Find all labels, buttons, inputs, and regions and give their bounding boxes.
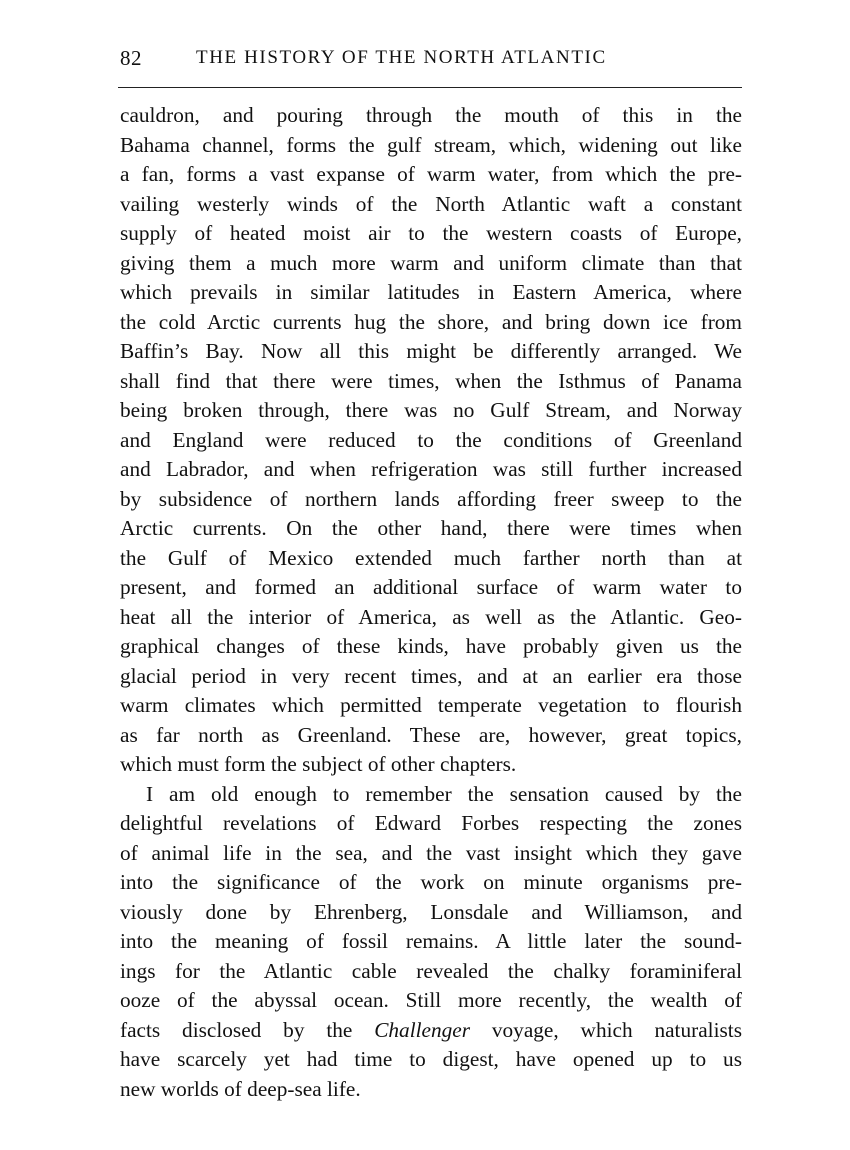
text-run: voyage, which naturalists: [470, 1017, 742, 1042]
text-line: supply of heated moist air to the western coasts of Europe,: [120, 221, 742, 245]
text-line: Arctic currents. On the other hand, there were times when: [120, 516, 742, 540]
text-line: which must form the subject of other chapters.: [120, 752, 517, 776]
text-run: facts disclosed by the: [120, 1017, 375, 1042]
text-line: a fan, forms a vast expanse of warm water, from which the pre-: [120, 162, 742, 186]
text-line: Bahama channel, forms the gulf stream, which, widening out like: [120, 132, 742, 157]
text-line: ooze of the abyssal ocean. Still more recently, the wealth of: [120, 988, 742, 1012]
text-line: delightful revelations of Edward Forbes respecting the zones: [120, 811, 742, 835]
running-head: [120, 46, 742, 74]
text-line: glacial period in very recent times, and at an earlier era those: [120, 663, 742, 688]
text-line-with-italic: [120, 1016, 742, 1046]
text-line: vailing westerly winds of the North Atlantic waft a constant: [120, 191, 742, 216]
text-line: by subsidence of northern lands affording freer sweep to the: [120, 486, 742, 511]
text-line: present, and formed an additional surface of warm water to: [120, 575, 742, 599]
text-line: the cold Arctic currents hug the shore, and bring down ice from: [120, 309, 742, 334]
text-line: shall find that there were times, when the Isthmus of Panama: [120, 368, 742, 393]
text-line: I am old enough to remember the sensation caused by the: [146, 781, 742, 806]
text-line: being broken through, there was no Gulf Stream, and Norway: [120, 398, 742, 422]
text-line: which prevails in similar latitudes in Eastern America, where: [120, 280, 742, 304]
text-line: warm climates which permitted temperate vegetation to flourish: [120, 693, 742, 717]
text-line: have scarcely yet had time to digest, have opened up to us: [120, 1047, 742, 1071]
ship-name-italic: Challenger: [374, 1017, 471, 1042]
text-line: new worlds of deep-sea life.: [120, 1076, 361, 1101]
header-rule: [118, 87, 742, 88]
text-line: into the meaning of fossil remains. A little later the sound-: [120, 929, 742, 953]
text-line: viously done by Ehrenberg, Lonsdale and Williamson, and: [120, 899, 742, 924]
text-line: graphical changes of these kinds, have probably given us the: [120, 634, 742, 658]
paragraph: [120, 780, 742, 1105]
text-line: giving them a much more warm and uniform climate than that: [120, 250, 742, 275]
text-line: of animal life in the sea, and the vast insight which they gave: [120, 840, 742, 865]
page-number: 82: [120, 46, 142, 70]
text-line: into the significance of the work on minute organisms pre-: [120, 870, 742, 894]
text-line: cauldron, and pouring through the mouth of this in the: [120, 103, 742, 127]
text-line: and England were reduced to the conditions of Greenland: [120, 427, 742, 452]
paragraph: [120, 101, 742, 780]
text-line: and Labrador, and when refrigeration was still further increased: [120, 457, 742, 481]
text-line: the Gulf of Mexico extended much farther north than at: [120, 545, 742, 570]
running-title: THE HISTORY OF THE NORTH ATLANTIC: [196, 47, 607, 68]
text-line: Baffin’s Bay. Now all this might be differently arranged. We: [120, 339, 742, 363]
body-text: [120, 101, 742, 1104]
text-line: as far north as Greenland. These are, however, great topics,: [120, 722, 742, 747]
text-line: ings for the Atlantic cable revealed the chalky foraminiferal: [120, 958, 742, 983]
text-line: heat all the interior of America, as well as the Atlantic. Geo-: [120, 604, 742, 629]
